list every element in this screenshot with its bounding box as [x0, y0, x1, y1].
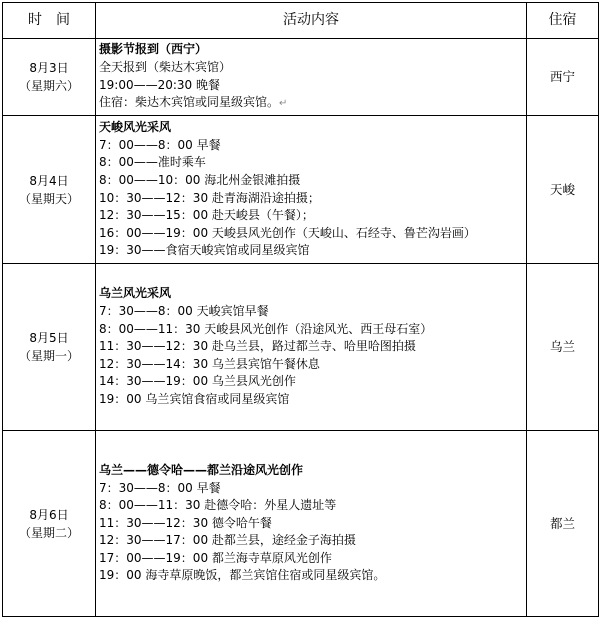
- activity-item: 11：30——12：30 德令哈午餐: [99, 515, 272, 530]
- weekday-label: （星期六）: [18, 79, 79, 93]
- paragraph-mark-icon: ↵: [279, 98, 288, 110]
- activity-item: 17：00——19：00 都兰海寺草原风光创作: [99, 550, 332, 565]
- date-label: 8月6日: [29, 507, 69, 522]
- activity-item: 19：00 海寺草原晚饭，都兰宾馆住宿或同星级宾馆。: [99, 568, 386, 583]
- activity-item: 7：00——8：00 早餐: [99, 137, 221, 152]
- weekday-label: （星期二）: [18, 525, 79, 540]
- date-label: 8月5日: [29, 331, 69, 345]
- day-row-aug5: [3, 264, 599, 431]
- header-row: [3, 3, 599, 39]
- lodging-cell: 乌兰: [527, 264, 599, 431]
- activity-item: 8：00——11：30 赴德令哈：外星人遗址等: [99, 498, 337, 513]
- activity-item: 19：00 乌兰宾馆食宿或同星级宾馆: [99, 391, 290, 406]
- header-lodging: 住宿: [527, 3, 599, 39]
- day-row-aug6: [3, 431, 599, 617]
- date-label: 8月4日: [29, 173, 69, 188]
- day-row-aug3: [3, 39, 599, 116]
- activity-item: 11：30——12：30 赴乌兰县，路过都兰寺、哈里哈图拍摄: [99, 339, 416, 354]
- activity-item: 8：00——10：00 海北州金银滩拍摄: [99, 172, 301, 187]
- activity-item: 全天报到（柴达木宾馆）: [99, 59, 232, 74]
- activity-item: 8：00——准时乘车: [99, 155, 206, 170]
- activity-item: 8：00——11：30 天峻县风光创作（沿途风光、西王母石室）: [99, 321, 433, 336]
- lodging-cell: 西宁: [527, 39, 599, 116]
- weekday-label: （星期一）: [18, 349, 79, 363]
- date-cell: [3, 431, 96, 617]
- date-cell: [3, 264, 96, 431]
- day-title: 乌兰——德令哈——都兰沿途风光创作: [99, 462, 304, 477]
- activity-cell: [96, 431, 527, 617]
- activity-item: 12：30——17：00 赴都兰县，途经金子海拍摄: [99, 533, 356, 548]
- date-cell: [3, 116, 96, 264]
- activity-item: 12：30——14：30 乌兰县宾馆午餐休息: [99, 356, 320, 371]
- activity-cell: [96, 116, 527, 264]
- day-title: 天峻风光采风: [99, 120, 172, 135]
- activity-item: 14：30——19：00 乌兰县风光创作: [99, 374, 296, 389]
- activity-cell: [96, 39, 527, 116]
- activity-item: 住宿：柴达木宾馆或同星级宾馆。↵: [99, 95, 288, 110]
- activity-item: 19:00——20:30 晚餐: [99, 77, 220, 92]
- day-title: 乌兰风光采风: [99, 286, 172, 301]
- date-cell: [3, 39, 96, 116]
- weekday-label: （星期天）: [18, 191, 79, 206]
- activity-item: 16：00——19：00 天峻县风光创作（天峻山、石经寺、鲁芒沟岩画）: [99, 225, 476, 240]
- day-row-aug4: [3, 116, 599, 264]
- activity-item: 7：30——8：00 天峻宾馆早餐: [99, 304, 269, 319]
- header-time: 时间: [3, 3, 96, 39]
- itinerary-table: [2, 2, 599, 617]
- header-activity: 活动内容: [96, 3, 527, 39]
- activity-item: 19：30——食宿天峻宾馆或同星级宾馆: [99, 243, 310, 258]
- lodging-cell: 天峻: [527, 116, 599, 264]
- date-label: 8月3日: [29, 61, 69, 75]
- activity-item: 7：30——8：00 早餐: [99, 480, 221, 495]
- lodging-cell: 都兰: [527, 431, 599, 617]
- activity-cell: [96, 264, 527, 431]
- activity-item: 12：30——15：00 赴天峻县（午餐）；: [99, 208, 314, 223]
- day-title: 摄影节报到（西宁）: [99, 42, 208, 57]
- activity-item: 10：30——12：30 赴青海湖沿途拍摄；: [99, 190, 320, 205]
